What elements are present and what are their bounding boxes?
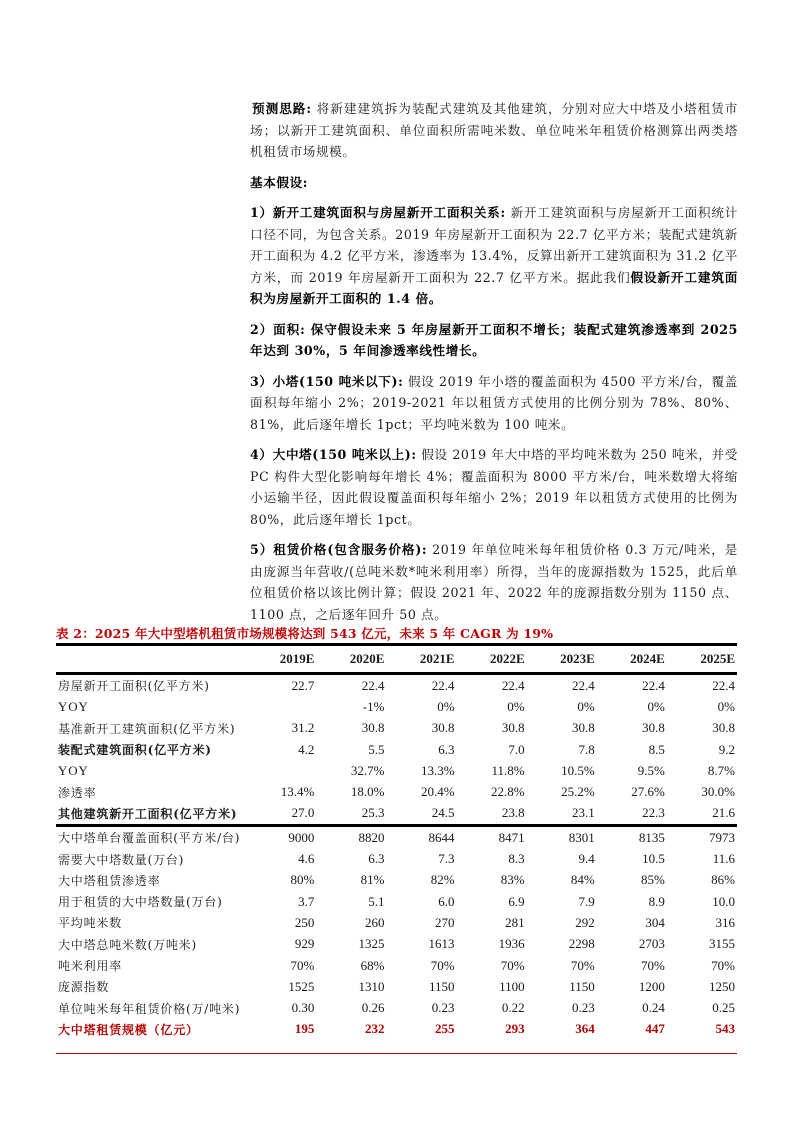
cell: 6.9 [508, 893, 525, 909]
total-row [56, 1019, 737, 1040]
cell: 22.8% [491, 784, 525, 800]
cell: 2298 [568, 936, 595, 952]
table-row [56, 955, 737, 976]
cell: 30.0% [701, 784, 735, 800]
assumption-5-heading: 5）租赁价格(包含服务价格): [250, 542, 428, 557]
cell: 8820 [358, 829, 385, 845]
cell: 250 [294, 914, 315, 930]
cell: 22.4 [571, 677, 595, 693]
cell: 30.8 [501, 720, 525, 736]
table-header-row [56, 645, 737, 674]
row-label: 大中塔总吨米数(万吨米) [58, 937, 197, 952]
cell: 9.5% [637, 762, 665, 778]
cell: 9.2 [718, 741, 735, 757]
row-label: 装配式建筑面积(亿平方米) [58, 743, 212, 758]
table-row [56, 718, 737, 739]
cell: 447 [645, 1021, 665, 1037]
cell: 9000 [288, 829, 315, 845]
cell: 27.0 [291, 805, 315, 821]
market-size-table [56, 643, 737, 1040]
header-2025: 2025E [700, 651, 735, 666]
header-2024: 2024E [630, 651, 665, 666]
cell: 8644 [428, 829, 455, 845]
cell: 70% [570, 957, 595, 973]
cell: 5.5 [368, 741, 385, 757]
cell: 84% [570, 872, 595, 888]
table-row [56, 997, 737, 1018]
cell: 11.8% [491, 762, 525, 778]
row-label: 需要大中塔数量(万台) [58, 852, 185, 867]
cell: 3.7 [298, 893, 315, 909]
cell: 7973 [709, 829, 735, 845]
row-label: 大中塔单台覆盖面积(平方米/台) [58, 831, 241, 846]
forecast-approach [250, 98, 738, 163]
cell: 1100 [499, 978, 525, 994]
cell: 4.6 [298, 851, 315, 867]
assumptions-label: 基本假设: [250, 174, 309, 190]
header-2022: 2022E [489, 651, 525, 666]
cell: 7.8 [578, 741, 595, 757]
cell: 281 [505, 914, 525, 930]
footer-divider [56, 1053, 737, 1054]
assumption-1 [250, 202, 738, 310]
cell: 3155 [709, 936, 735, 952]
header-2023: 2023E [560, 651, 595, 666]
cell: 20.4% [420, 784, 455, 800]
cell: 270 [435, 914, 455, 930]
cell: 0% [717, 698, 735, 714]
table-row [56, 976, 737, 997]
assumption-3-heading: 3）小塔(150 吨米以下): [250, 373, 404, 389]
cell: 21.6 [712, 805, 735, 821]
row-label: 渗透率 [58, 785, 97, 800]
table-row [56, 696, 737, 717]
cell: 13.3% [420, 762, 455, 778]
row-label: 单位吨米每年租赁价格(万/吨米) [58, 1001, 241, 1016]
cell: 0.23 [431, 1000, 455, 1016]
cell: 23.8 [501, 805, 525, 821]
table-row [56, 674, 737, 697]
table-row [56, 848, 737, 869]
row-label: 平均吨米数 [58, 916, 123, 931]
assumption-1-bold-tail: 假设新开工建筑面积为房屋新开工面积的 1.4 倍。 [250, 269, 738, 306]
row-label: 房屋新开工面积(亿平方米) [58, 679, 210, 694]
forecast-label: 预测思路: [252, 101, 312, 116]
cell: 7.3 [438, 851, 455, 867]
assumption-3-text: 假设 2019 年小塔的覆盖面积为 4500 平方米/台，覆盖面积每年缩小 2%；2019-2021 年以租赁方式使用的比例分别为 78%、80%、81%，此后逐年增长 1pct；平均吨米数为 100 吨米。 [250, 373, 738, 432]
table-row [56, 739, 737, 760]
cell: 13.4% [280, 784, 315, 800]
assumption-5 [250, 539, 738, 625]
cell: 85% [640, 872, 665, 888]
cell: 1325 [358, 936, 385, 952]
cell: 22.4 [712, 677, 735, 693]
assumption-4 [250, 444, 738, 530]
cell: 6.3 [368, 851, 385, 867]
cell: 255 [435, 1021, 455, 1037]
header-2021: 2021E [419, 651, 455, 666]
table-row [56, 781, 737, 802]
cell: 25.2% [561, 784, 595, 800]
assumption-4-heading: 4）大中塔(150 吨米以上): [250, 447, 417, 462]
cell: 30.8 [431, 720, 455, 736]
assumption-1-text: 新开工建筑面积与房屋新开工面积统计口径不同，为包含关系。2019 年房屋新开工面积为 22.7 亿平方米；装配式建筑新开工面积为 4.2 亿平方米，渗透率为 13.4%，反算出新开工建筑面积为 31.2 亿平方米，而 2019 年房屋新开工面积为 22.7 亿平方米。据此我们 [250, 205, 738, 285]
cell: 0.22 [501, 1000, 525, 1016]
table-row [56, 803, 737, 826]
cell: 27.6% [631, 784, 665, 800]
row-label: 大中塔租赁渗透率 [58, 873, 161, 888]
cell: 8301 [568, 829, 595, 845]
cell: 0.24 [642, 1000, 665, 1016]
cell: 1250 [709, 978, 735, 994]
cell: 10.0 [712, 893, 735, 909]
cell: 292 [575, 914, 595, 930]
cell: 70% [640, 957, 665, 973]
cell: 293 [505, 1021, 525, 1037]
cell: 22.3 [642, 805, 665, 821]
cell: 0% [437, 698, 455, 714]
cell: 31.2 [291, 720, 315, 736]
cell: 0.23 [571, 1000, 595, 1016]
forecast-text: 将新建建筑拆为装配式建筑及其他建筑，分别对应大中塔及小塔租赁市场；以新开工建筑面积、单位面积所需吨米数、单位吨米年租赁价格测算出两类塔机租赁市场规模。 [250, 101, 738, 159]
cell: 68% [360, 957, 385, 973]
forecast-paragraph [250, 98, 738, 634]
cell: 8.3 [508, 851, 525, 867]
cell [246, 760, 316, 781]
assumptions-heading [250, 172, 738, 194]
cell: 80% [290, 872, 315, 888]
table-row [56, 912, 737, 933]
cell [246, 696, 316, 717]
cell: 543 [715, 1021, 735, 1037]
cell: 24.5 [431, 805, 455, 821]
cell: 1150 [429, 978, 455, 994]
cell: 83% [500, 872, 525, 888]
row-label: 其他建筑新开工面积(亿平方米) [58, 806, 238, 821]
cell: 316 [715, 914, 735, 930]
cell: 1613 [428, 936, 455, 952]
header-label [56, 645, 246, 674]
cell: 1200 [638, 978, 665, 994]
cell: 7.9 [578, 893, 595, 909]
assumption-2 [250, 319, 738, 362]
cell: 25.3 [361, 805, 385, 821]
cell: 22.4 [642, 677, 665, 693]
cell: 70% [711, 957, 735, 973]
row-label: 基准新开工建筑面积(亿平方米) [58, 721, 236, 736]
cell: 5.1 [368, 893, 385, 909]
cell: 30.8 [642, 720, 665, 736]
cell: 1310 [358, 978, 385, 994]
cell: 70% [500, 957, 525, 973]
cell: 11.6 [712, 851, 735, 867]
cell: -1% [362, 698, 385, 714]
header-2019: 2019E [279, 651, 315, 666]
table-row [56, 760, 737, 781]
cell: 10.5 [642, 851, 665, 867]
assumption-4-text: 假设 2019 年大中塔的平均吨米数为 250 吨米，并受 PC 构件大型化影响每年增长 4%；覆盖面积为 8000 平方米/台，吨米数增大将缩小运输半径，因此假设覆盖面积每年缩小 2%；2019 年以租赁方式使用的比例为 80%，此后逐年增长 1pct。 [250, 447, 738, 527]
cell: 0% [647, 698, 665, 714]
cell: 8.7% [707, 762, 735, 778]
cell: 1936 [498, 936, 525, 952]
cell: 1150 [569, 978, 595, 994]
cell: 0.30 [291, 1000, 315, 1016]
cell: 70% [430, 957, 455, 973]
cell: 4.2 [298, 741, 315, 757]
cell: 2703 [638, 936, 665, 952]
cell: 9.4 [578, 851, 595, 867]
cell: 0% [507, 698, 525, 714]
table-row [56, 870, 737, 891]
cell: 260 [364, 914, 385, 930]
cell: 22.4 [431, 677, 455, 693]
cell: 22.4 [361, 677, 385, 693]
row-label: 大中塔租赁规模（亿元） [58, 1022, 199, 1037]
cell: 6.0 [438, 893, 455, 909]
cell: 0.26 [361, 1000, 385, 1016]
cell: 22.4 [501, 677, 525, 693]
cell: 1525 [288, 978, 315, 994]
cell: 6.3 [438, 741, 455, 757]
cell: 7.0 [508, 741, 525, 757]
header-2020: 2020E [349, 651, 385, 666]
row-label: YOY [58, 698, 89, 714]
cell: 18.0% [350, 784, 385, 800]
cell: 8471 [498, 829, 525, 845]
assumption-5-text: 2019 年单位吨米每年租赁价格 0.3 万元/吨米，是由庞源当年营收/(总吨米数*吨米利用率）所得，当年的庞源指数为 1525，此后单位租赁价格以该比例计算；假设 2021 年、2022 年的庞源指数分别为 1150 点、1100 点，之后逐年回升 50 点。 [250, 542, 738, 622]
cell: 304 [645, 914, 665, 930]
cell: 8135 [638, 829, 665, 845]
cell: 929 [294, 936, 315, 952]
row-label: 吨米利用率 [58, 959, 123, 973]
row-label: YOY [58, 762, 89, 778]
cell: 86% [711, 872, 735, 888]
row-label: 用于租赁的大中塔数量(万台) [58, 895, 223, 910]
cell: 0% [577, 698, 595, 714]
cell: 364 [575, 1021, 595, 1037]
cell: 8.5 [648, 741, 665, 757]
assumption-1-heading: 1）新开工建筑面积与房屋新开工面积关系: [250, 205, 506, 220]
cell: 81% [360, 872, 385, 888]
cell: 30.8 [571, 720, 595, 736]
table-caption: 表 2：2025 年大中型塔机租赁市场规模将达到 543 亿元，未来 5 年 CAGR 为 19% [56, 626, 554, 641]
assumption-3 [250, 371, 738, 436]
cell: 30.8 [361, 720, 385, 736]
cell: 195 [294, 1021, 315, 1037]
cell: 30.8 [712, 720, 735, 736]
table-row [56, 826, 737, 849]
table-row [56, 934, 737, 955]
cell: 22.7 [291, 677, 315, 693]
row-label: 庞源指数 [58, 980, 110, 995]
assumption-2-heading: 2）面积: 保守假设未来 5 年房屋新开工面积不增长；装配式建筑渗透率到 2025 年达到 30%，5 年间渗透率线性增长。 [250, 321, 738, 358]
cell: 23.1 [571, 805, 595, 821]
cell: 70% [290, 957, 315, 973]
cell: 82% [430, 872, 455, 888]
cell: 0.25 [712, 1000, 735, 1016]
cell: 10.5% [561, 762, 595, 778]
table-row [56, 891, 737, 912]
cell: 232 [364, 1021, 385, 1037]
cell: 32.7% [350, 762, 385, 778]
cell: 8.9 [648, 893, 665, 909]
